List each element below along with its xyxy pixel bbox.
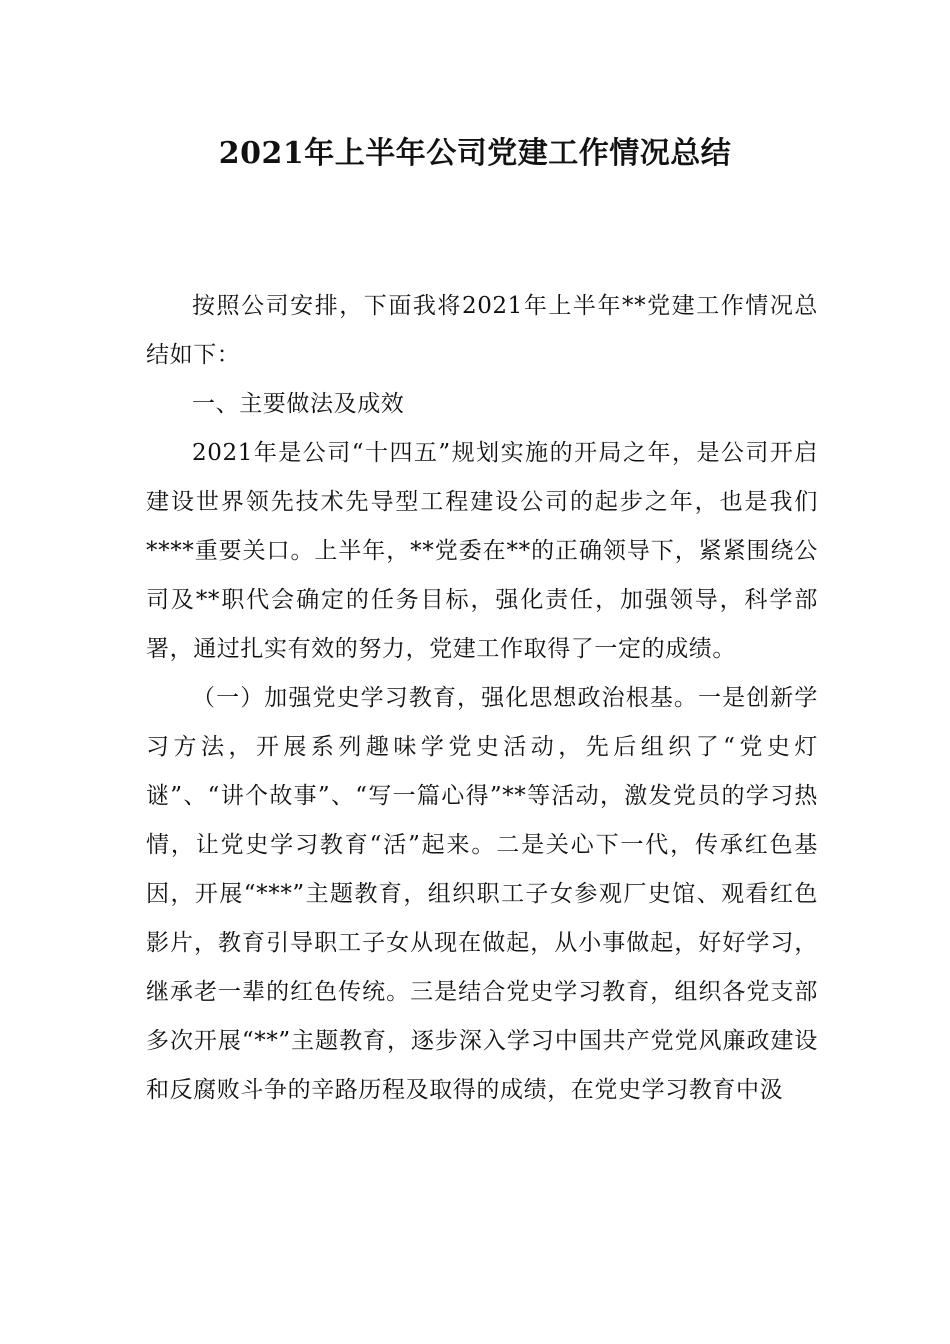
intro-paragraph: 按照公司安排，下面我将2021年上半年**党建工作情况总结如下：	[146, 293, 818, 368]
document-body	[146, 282, 818, 1115]
party-history-paragraph: （一）加强党史学习教育，强化思想政治根基。一是创新学习方法，开展系列趣味学党史活动，先后组织了“党史灯谜”、“讲个故事”、“写一篇心得”**等活动，激发党员的学习热情，让党史学习教育“活”起来。二是关心下一代，传承红色基因，开展“***”主题教育，组织职工子女参观厂史馆、观看红色影片，教育引导职工子女从现在做起，从小事做起，好好学习，继承老一辈的红色传统。三是结合党史学习教育，组织各党支部多次开展“**”主题教育，逐步深入学习中国共产党党风廉政建设和反腐败斗争的辛路历程及取得的成绩，在党史学习教育中汲	[146, 685, 818, 1103]
document-title: 2021年上半年公司党建工作情况总结	[218, 136, 732, 171]
section-heading: 一、主要做法及成效	[192, 391, 405, 417]
overview-paragraph: 2021年是公司“十四五”规划实施的开局之年，是公司开启建设世界领先技术先导型工程建设公司的起步之年，也是我们****重要关口。上半年，**党委在**的正确领导下，紧紧围绕公司及**职代会确定的任务目标，强化责任，加强领导，科学部署，通过扎实有效的努力，党建工作取得了一定的成绩。	[146, 440, 818, 662]
